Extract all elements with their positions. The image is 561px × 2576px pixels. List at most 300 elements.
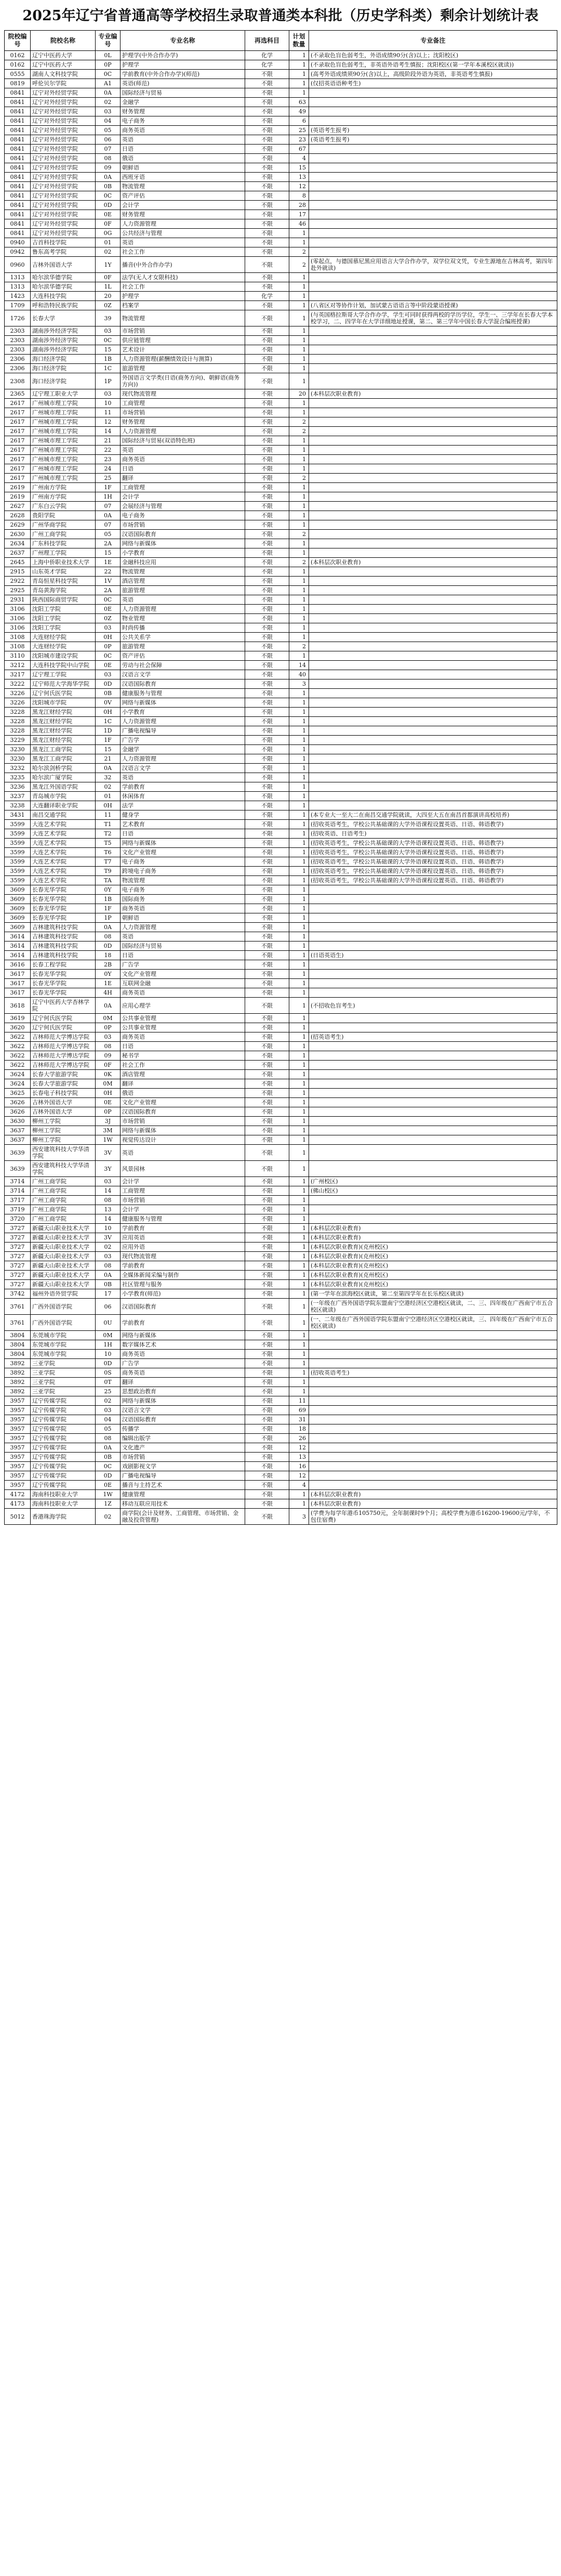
table-row [5, 1014, 557, 1023]
table-row [5, 1490, 557, 1499]
cell-note [309, 642, 557, 651]
cell-plan: 23 [289, 135, 309, 145]
cell-major-name: 艺术教育 [121, 820, 245, 829]
cell-subject: 不限 [245, 1378, 289, 1387]
header-subject: 再选科目 [245, 31, 289, 51]
cell-subject: 不限 [245, 1161, 289, 1177]
cell-major-name: 西班牙语 [121, 173, 245, 182]
table-row [5, 446, 557, 455]
table-row [5, 116, 557, 126]
cell-plan: 63 [289, 98, 309, 107]
cell-note [309, 1205, 557, 1214]
cell-subject: 不限 [245, 492, 289, 502]
cell-subject: 不限 [245, 848, 289, 857]
cell-school-name: 贵阳学院 [31, 511, 96, 520]
cell-school-name: 海口经济学院 [31, 355, 96, 364]
cell-school-code: 2628 [5, 511, 31, 520]
cell-note [309, 605, 557, 614]
cell-subject: 不限 [245, 1462, 289, 1471]
cell-major-name: 财务管理 [121, 107, 245, 116]
cell-school-code: 3609 [5, 895, 31, 904]
cell-subject: 不限 [245, 923, 289, 932]
table-row [5, 364, 557, 373]
table-row [5, 1261, 557, 1271]
cell-school-code: 0841 [5, 201, 31, 210]
cell-school-name: 青岛黄海学院 [31, 586, 96, 595]
cell-major-code: 0H [96, 1089, 121, 1098]
cell-school-name: 西安建筑科技大学华清学院 [31, 1145, 96, 1161]
cell-school-code: 3892 [5, 1378, 31, 1387]
cell-major-code: 1Z [96, 1499, 121, 1509]
cell-subject: 不限 [245, 1368, 289, 1378]
cell-school-code: 2308 [5, 373, 31, 389]
cell-plan: 1 [289, 446, 309, 455]
cell-note: (英语考生报考) [309, 126, 557, 135]
cell-school-name: 吉林师范大学博达学院 [31, 1061, 96, 1070]
cell-school-code: 3637 [5, 1126, 31, 1135]
cell-subject: 不限 [245, 1299, 289, 1315]
cell-school-name: 沈阳工学院 [31, 614, 96, 623]
cell-plan: 1 [289, 1359, 309, 1368]
cell-plan: 1 [289, 464, 309, 474]
cell-school-code: 3719 [5, 1205, 31, 1214]
cell-school-code: 2630 [5, 530, 31, 539]
table-row [5, 126, 557, 135]
cell-school-name: 广东白云学院 [31, 502, 96, 511]
cell-school-code: 3106 [5, 614, 31, 623]
cell-school-name: 长春大学旅游学院 [31, 1070, 96, 1079]
table-row [5, 173, 557, 182]
table-row [5, 764, 557, 773]
cell-major-code: 14 [96, 427, 121, 436]
cell-major-name: 会计学 [121, 492, 245, 502]
table-row [5, 1252, 557, 1261]
cell-plan: 31 [289, 1415, 309, 1424]
cell-plan: 1 [289, 1196, 309, 1205]
cell-school-name: 新疆天山职业技术大学 [31, 1280, 96, 1289]
cell-plan: 1 [289, 1161, 309, 1177]
cell-major-name: 商学院(会计及财务、工商管理、市场营销、金融及投资管理) [121, 1509, 245, 1525]
cell-school-name: 湖南人文科技学院 [31, 70, 96, 79]
cell-subject: 不限 [245, 764, 289, 773]
cell-plan: 1 [289, 1079, 309, 1089]
cell-school-name: 沈阳城市建设学院 [31, 651, 96, 661]
cell-major-name: 数字媒体艺术 [121, 1340, 245, 1350]
cell-major-name: 护理学 [121, 60, 245, 70]
table-row [5, 679, 557, 689]
cell-major-code: 05 [96, 1424, 121, 1434]
cell-major-code: 1E [96, 558, 121, 567]
cell-major-code: 1Y [96, 257, 121, 273]
cell-plan: 1 [289, 895, 309, 904]
cell-major-name: 金融学 [121, 98, 245, 107]
cell-major-code: 0P [96, 60, 121, 70]
cell-subject: 不限 [245, 1117, 289, 1126]
cell-major-code: 0B [96, 1280, 121, 1289]
table-row [5, 820, 557, 829]
cell-subject: 不限 [245, 483, 289, 492]
cell-subject: 不限 [245, 951, 289, 960]
cell-major-name: 公共经济与管理 [121, 229, 245, 238]
table-row [5, 345, 557, 355]
cell-major-name: 日语 [121, 464, 245, 474]
cell-school-name: 大连科技学院 [31, 292, 96, 301]
cell-school-name: 辽宁中医药大学杏林学院 [31, 998, 96, 1014]
cell-plan: 12 [289, 1471, 309, 1481]
cell-school-name: 辽宁传媒学院 [31, 1415, 96, 1424]
cell-note: (招英语考生) [309, 1032, 557, 1042]
cell-major-name: 人力资源管理 [121, 427, 245, 436]
table-row [5, 182, 557, 191]
cell-school-code: 2617 [5, 399, 31, 408]
cell-school-name: 辽宁对外经贸学院 [31, 229, 96, 238]
cell-note [309, 1387, 557, 1396]
cell-note [309, 1145, 557, 1161]
cell-school-name: 广州工商学院 [31, 530, 96, 539]
cell-note [309, 567, 557, 577]
cell-school-code: 3626 [5, 1098, 31, 1107]
cell-plan: 1 [289, 511, 309, 520]
cell-major-code: 0P [96, 1023, 121, 1032]
cell-major-code: 01 [96, 792, 121, 801]
cell-major-name: 学前教育(中外合作办学)(师范) [121, 70, 245, 79]
cell-subject: 不限 [245, 942, 289, 951]
cell-major-code: 1H [96, 1340, 121, 1350]
cell-school-code: 2306 [5, 364, 31, 373]
cell-major-code: 0H [96, 801, 121, 810]
header-school-name: 院校名称 [31, 31, 96, 51]
cell-note [309, 801, 557, 810]
cell-school-code: 3727 [5, 1261, 31, 1271]
cell-note [309, 895, 557, 904]
cell-note: (招收英语、日语考生) [309, 829, 557, 839]
cell-major-code: 3M [96, 1126, 121, 1135]
cell-major-name: 汉语言文学 [121, 670, 245, 679]
table-row [5, 273, 557, 282]
cell-major-name: 健康服务与管理 [121, 689, 245, 698]
cell-subject: 化学 [245, 60, 289, 70]
cell-subject: 不限 [245, 642, 289, 651]
cell-subject: 不限 [245, 201, 289, 210]
cell-plan: 1 [289, 399, 309, 408]
cell-school-name: 山东英才学院 [31, 567, 96, 577]
header-note: 专业备注 [309, 31, 557, 51]
cell-note [309, 520, 557, 530]
cell-subject: 不限 [245, 586, 289, 595]
cell-subject: 不限 [245, 1224, 289, 1233]
cell-note [309, 979, 557, 988]
cell-major-name: 会展经济与管理 [121, 502, 245, 511]
cell-plan: 1 [289, 60, 309, 70]
cell-note [309, 336, 557, 345]
cell-subject: 不限 [245, 605, 289, 614]
cell-school-name: 新疆天山职业技术大学 [31, 1271, 96, 1280]
cell-school-name: 海南科技职业大学 [31, 1490, 96, 1499]
cell-major-name: 文化产业管理 [121, 848, 245, 857]
cell-major-code: 08 [96, 1196, 121, 1205]
cell-major-name: 现代物流管理 [121, 389, 245, 399]
table-row [5, 1415, 557, 1424]
cell-plan: 1 [289, 1177, 309, 1186]
cell-major-name: 英语 [121, 932, 245, 942]
cell-school-name: 广州城市理工学院 [31, 436, 96, 446]
cell-major-name: 国际经济与贸易 [121, 942, 245, 951]
cell-subject: 不限 [245, 754, 289, 764]
header-major-name: 专业名称 [121, 31, 245, 51]
cell-school-name: 湖南涉外经济学院 [31, 336, 96, 345]
cell-major-code: 22 [96, 446, 121, 455]
table-row [5, 1233, 557, 1243]
cell-school-code: 0841 [5, 116, 31, 126]
cell-note [309, 633, 557, 642]
table-row [5, 336, 557, 345]
cell-plan: 1 [289, 273, 309, 282]
cell-plan: 1 [289, 782, 309, 792]
cell-school-code: 3892 [5, 1359, 31, 1368]
cell-major-name: 文化产业管理 [121, 1098, 245, 1107]
cell-school-name: 辽宁对外经贸学院 [31, 182, 96, 191]
table-row [5, 1509, 557, 1525]
cell-major-name: 汉语国际教育 [121, 679, 245, 689]
cell-subject: 不限 [245, 1289, 289, 1299]
cell-plan: 1 [289, 355, 309, 364]
cell-subject: 不限 [245, 399, 289, 408]
cell-school-name: 广州城市理工学院 [31, 427, 96, 436]
table-row [5, 98, 557, 107]
cell-school-code: 2617 [5, 455, 31, 464]
cell-school-code: 3624 [5, 1070, 31, 1079]
cell-note [309, 1051, 557, 1061]
cell-school-code: 5012 [5, 1509, 31, 1525]
cell-school-name: 广州城市理工学院 [31, 399, 96, 408]
cell-plan: 1 [289, 595, 309, 605]
cell-major-code: 10 [96, 1224, 121, 1233]
cell-note [309, 364, 557, 373]
cell-school-code: 3222 [5, 679, 31, 689]
table-row [5, 219, 557, 229]
table-row [5, 310, 557, 326]
cell-major-name: 酒店管理 [121, 577, 245, 586]
cell-school-name: 辽宁对外经贸学院 [31, 201, 96, 210]
cell-major-code: 3V [96, 1145, 121, 1161]
cell-major-code: 0E [96, 661, 121, 670]
cell-major-name: 网络与新媒体 [121, 698, 245, 708]
cell-subject: 不限 [245, 1280, 289, 1289]
table-row [5, 726, 557, 736]
table-row [5, 408, 557, 417]
table-row [5, 1126, 557, 1135]
cell-major-name: 外国语言文学类(日语(商务方向)、朝鲜语(商务方向)) [121, 373, 245, 389]
cell-school-name: 黑龙江财经学院 [31, 726, 96, 736]
cell-subject: 不限 [245, 745, 289, 754]
cell-major-code: 02 [96, 1509, 121, 1525]
cell-major-name: 应用英语 [121, 1233, 245, 1243]
cell-note: (英语考生报考) [309, 135, 557, 145]
cell-plan: 2 [289, 642, 309, 651]
cell-major-name: 商务英语 [121, 1350, 245, 1359]
cell-school-code: 0841 [5, 145, 31, 154]
cell-plan: 1 [289, 364, 309, 373]
cell-note [309, 182, 557, 191]
cell-subject: 不限 [245, 79, 289, 88]
cell-school-code: 3957 [5, 1453, 31, 1462]
cell-major-code: 0C [96, 595, 121, 605]
cell-major-code: 0B [96, 182, 121, 191]
cell-subject: 不限 [245, 810, 289, 820]
cell-plan: 1 [289, 282, 309, 292]
cell-school-name: 海南科技职业大学 [31, 1499, 96, 1509]
table-row [5, 867, 557, 876]
cell-school-code: 2617 [5, 417, 31, 427]
cell-major-code: 3J [96, 1117, 121, 1126]
cell-major-code: 1C [96, 364, 121, 373]
cell-major-code: 05 [96, 126, 121, 135]
table-row [5, 145, 557, 154]
cell-school-name: 大连翻译职业学院 [31, 801, 96, 810]
table-row [5, 1481, 557, 1490]
cell-school-code: 3609 [5, 913, 31, 923]
cell-major-code: 0B [96, 689, 121, 698]
table-row [5, 1271, 557, 1280]
cell-school-name: 三亚学院 [31, 1378, 96, 1387]
cell-major-code: 0F [96, 1061, 121, 1070]
cell-major-name: 健身学 [121, 810, 245, 820]
cell-school-code: 0841 [5, 154, 31, 163]
cell-plan: 1 [289, 1340, 309, 1350]
cell-major-name: 英语(师范) [121, 79, 245, 88]
cell-plan: 1 [289, 1070, 309, 1079]
cell-major-name: 电子商务 [121, 857, 245, 867]
cell-major-name: 商务英语 [121, 455, 245, 464]
cell-subject: 不限 [245, 1415, 289, 1424]
cell-subject: 不限 [245, 1340, 289, 1350]
cell-subject: 不限 [245, 373, 289, 389]
cell-major-code: 1D [96, 726, 121, 736]
cell-plan: 1 [289, 1205, 309, 1214]
cell-major-code: 0M [96, 1331, 121, 1340]
table-row [5, 1023, 557, 1032]
cell-school-name: 长春光华学院 [31, 988, 96, 998]
cell-subject: 不限 [245, 1089, 289, 1098]
cell-major-name: 档案学 [121, 301, 245, 310]
cell-school-code: 2629 [5, 520, 31, 530]
table-row [5, 642, 557, 651]
cell-major-name: 社会工作 [121, 1061, 245, 1070]
cell-major-name: 思想政治教育 [121, 1387, 245, 1396]
cell-note: (不招收色盲考生) [309, 998, 557, 1014]
cell-school-code: 0841 [5, 219, 31, 229]
cell-note [309, 614, 557, 623]
cell-major-name: 小学教育(师范) [121, 1289, 245, 1299]
cell-subject: 不限 [245, 1315, 289, 1331]
cell-note: (一年级在广西外国语学院东盟南宁空港经济区空港校区就读，二、三、四年级在广西南宁市五合校区就读) [309, 1299, 557, 1315]
table-row [5, 717, 557, 726]
table-row [5, 885, 557, 895]
cell-subject: 不限 [245, 623, 289, 633]
cell-school-code: 3599 [5, 876, 31, 885]
cell-major-name: 英语 [121, 446, 245, 455]
cell-subject: 不限 [245, 1331, 289, 1340]
cell-school-name: 哈尔滨华德学院 [31, 282, 96, 292]
cell-major-code: 0P [96, 1107, 121, 1117]
cell-school-name: 东莞城市学院 [31, 1350, 96, 1359]
cell-major-name: 俄语 [121, 1089, 245, 1098]
table-row [5, 1061, 557, 1070]
cell-note [309, 1014, 557, 1023]
cell-plan: 1 [289, 857, 309, 867]
cell-school-name: 吉林师范大学博达学院 [31, 1032, 96, 1042]
cell-school-name: 吉林建筑科技学院 [31, 932, 96, 942]
cell-major-code: 0C [96, 70, 121, 79]
cell-subject: 不限 [245, 970, 289, 979]
cell-school-code: 3624 [5, 1079, 31, 1089]
cell-school-code: 3957 [5, 1415, 31, 1424]
cell-school-name: 哈尔滨华德学院 [31, 273, 96, 282]
cell-school-code: 3599 [5, 857, 31, 867]
cell-major-name: 物业管理 [121, 614, 245, 623]
table-row [5, 301, 557, 310]
cell-plan: 1 [289, 736, 309, 745]
table-row [5, 736, 557, 745]
cell-school-code: 3727 [5, 1271, 31, 1280]
cell-plan: 6 [289, 116, 309, 126]
cell-plan: 4 [289, 154, 309, 163]
cell-school-code: 2303 [5, 345, 31, 355]
cell-plan: 1 [289, 810, 309, 820]
cell-plan: 3 [289, 679, 309, 689]
table-row [5, 548, 557, 558]
cell-school-name: 东莞城市学院 [31, 1340, 96, 1350]
table-row [5, 70, 557, 79]
cell-major-code: 1P [96, 373, 121, 389]
cell-major-code: 0D [96, 1359, 121, 1368]
cell-school-name: 新疆天山职业技术大学 [31, 1261, 96, 1271]
cell-note: (一、二年级在广西外国语学院东盟南宁空港经济区空港校区就读，三、四年级在广西南宁市五合校区就读) [309, 1315, 557, 1331]
cell-school-code: 3957 [5, 1396, 31, 1406]
cell-plan: 1 [289, 923, 309, 932]
cell-plan: 15 [289, 163, 309, 173]
cell-school-name: 辽宁对外经贸学院 [31, 154, 96, 163]
cell-major-name: 健康服务与管理 [121, 1214, 245, 1224]
cell-note [309, 717, 557, 726]
cell-school-code: 2619 [5, 492, 31, 502]
cell-major-name: 戏剧影视文学 [121, 1462, 245, 1471]
cell-subject: 不限 [245, 558, 289, 567]
cell-major-name: 护理学(中外合作办学) [121, 51, 245, 60]
cell-school-code: 3622 [5, 1061, 31, 1070]
cell-subject: 不限 [245, 679, 289, 689]
cell-note [309, 904, 557, 913]
table-row [5, 417, 557, 427]
cell-major-code: 03 [96, 670, 121, 679]
table-row [5, 79, 557, 88]
cell-major-code: 06 [96, 135, 121, 145]
cell-plan: 1 [289, 1098, 309, 1107]
cell-subject: 不限 [245, 595, 289, 605]
table-row [5, 1089, 557, 1098]
cell-major-code: 0P [96, 642, 121, 651]
cell-major-code: 03 [96, 326, 121, 336]
cell-plan: 1 [289, 1261, 309, 1271]
cell-plan: 13 [289, 1453, 309, 1462]
cell-major-name: 人力资源管理 [121, 219, 245, 229]
cell-major-code: 0C [96, 336, 121, 345]
cell-note [309, 107, 557, 116]
cell-subject: 不限 [245, 1499, 289, 1509]
cell-school-code: 3609 [5, 904, 31, 913]
cell-major-code: 02 [96, 247, 121, 257]
cell-school-name: 辽宁对外经贸学院 [31, 126, 96, 135]
